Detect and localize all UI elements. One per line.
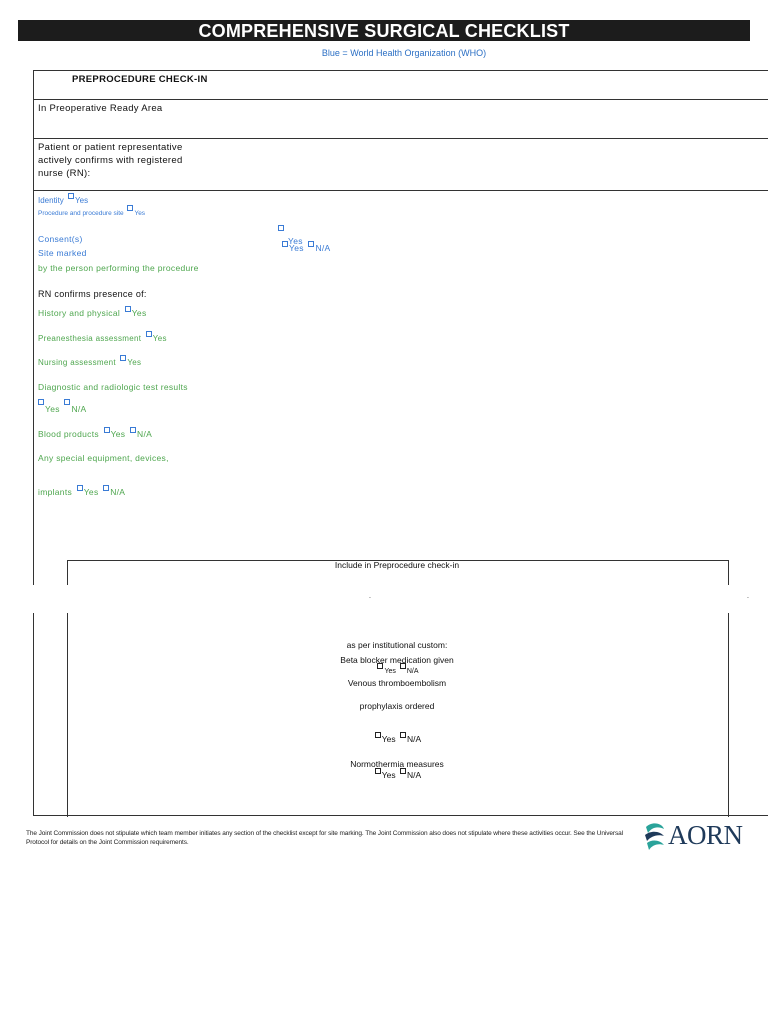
- implants-row: implants Yes N/A: [38, 487, 126, 497]
- venous-label-1: Venous thromboembolism: [347, 678, 447, 688]
- consent-yes-checkbox[interactable]: [278, 225, 284, 231]
- identity-row: Identity Yes: [38, 193, 88, 207]
- venous-label-2: prophylaxis ordered: [359, 701, 435, 711]
- site-marked-label: Site marked: [38, 248, 87, 258]
- page-gap: [33, 585, 768, 613]
- beta-blocker-label: Beta blocker medication given: [340, 655, 454, 665]
- site-marked-options: Yes N/A: [280, 241, 331, 255]
- implants-yes-checkbox[interactable]: [77, 485, 83, 491]
- consent-label: Consent(s): [38, 234, 83, 244]
- history-yes-checkbox[interactable]: [125, 306, 131, 312]
- preanesthesia-yes-checkbox[interactable]: [146, 331, 152, 337]
- history-row: History and physical Yes: [38, 308, 147, 318]
- normothermia-options: Yes N/A: [67, 768, 727, 780]
- normothermia-yes-checkbox[interactable]: [375, 768, 381, 774]
- divider: [33, 138, 768, 139]
- custom-label: as per institutional custom:: [346, 640, 448, 650]
- section-header: PREPROCEDURE CHECK-IN: [72, 74, 208, 85]
- site-marked-na-checkbox[interactable]: [308, 241, 314, 247]
- nursing-yes-checkbox[interactable]: [120, 355, 126, 361]
- diagnostic-yes-checkbox[interactable]: [38, 399, 44, 405]
- identity-label: Identity: [38, 196, 64, 205]
- divider: [33, 70, 768, 71]
- document-title: COMPREHENSIVE SURGICAL CHECKLIST: [18, 20, 750, 41]
- implants-na-checkbox[interactable]: [103, 485, 109, 491]
- beta-yes-checkbox[interactable]: [377, 663, 383, 669]
- diagnostic-options: Yes N/A: [36, 399, 87, 416]
- fragment-mark: .: [369, 593, 372, 600]
- blood-na-checkbox[interactable]: [130, 427, 136, 433]
- venous-yes-checkbox[interactable]: [375, 732, 381, 738]
- venous-na-checkbox[interactable]: [400, 732, 406, 738]
- beta-na-checkbox[interactable]: [400, 663, 406, 669]
- diagnostic-label: Diagnostic and radiologic test results: [38, 382, 188, 392]
- diagnostic-na-checkbox[interactable]: [64, 399, 70, 405]
- site-marked-yes-checkbox[interactable]: [282, 241, 288, 247]
- performer-label: by the person performing the procedure: [38, 263, 199, 273]
- divider: [33, 190, 768, 191]
- nursing-row: Nursing assessment Yes: [38, 355, 141, 369]
- rn-confirms-label: RN confirms presence of:: [38, 289, 147, 299]
- normothermia-label: Normothermia measures: [350, 759, 444, 769]
- normothermia-na-checkbox[interactable]: [400, 768, 406, 774]
- equipment-label: Any special equipment, devices,: [38, 453, 169, 463]
- color-legend: Blue = World Health Organization (WHO): [321, 48, 487, 58]
- consent-options: Yes: [276, 225, 303, 248]
- blood-row: Blood products Yes N/A: [38, 429, 153, 439]
- aorn-logo: AORN: [642, 820, 752, 852]
- procedure-site-row: Procedure and procedure site Yes: [38, 205, 145, 220]
- beta-blocker-options: Yes N/A: [67, 663, 727, 675]
- patient-confirm-text: Patient or patient representative actively confirms with registered nurse (RN):: [38, 142, 183, 179]
- area-label: In Preoperative Ready Area: [38, 103, 163, 114]
- joint-commission-note: The Joint Commission does not stipulate which team member initiates any section of the checklist except for site marking. The Joint Commission also does not stipulate where these activities occur. See the Universal Protocol for details on the Joint Commission requirements.: [26, 830, 623, 846]
- preanesthesia-row: Preanesthesia assessment Yes: [38, 331, 167, 345]
- divider: [33, 99, 768, 100]
- identity-yes-checkbox[interactable]: [68, 193, 74, 199]
- procedure-site-yes-checkbox[interactable]: [127, 205, 133, 211]
- blood-yes-checkbox[interactable]: [104, 427, 110, 433]
- bottom-divider: [33, 815, 768, 816]
- inner-header: Include in Preprocedure check-in: [334, 560, 460, 570]
- fragment-mark: .: [747, 593, 750, 600]
- aorn-emblem-icon: [642, 821, 668, 851]
- venous-options: Yes N/A: [67, 732, 727, 744]
